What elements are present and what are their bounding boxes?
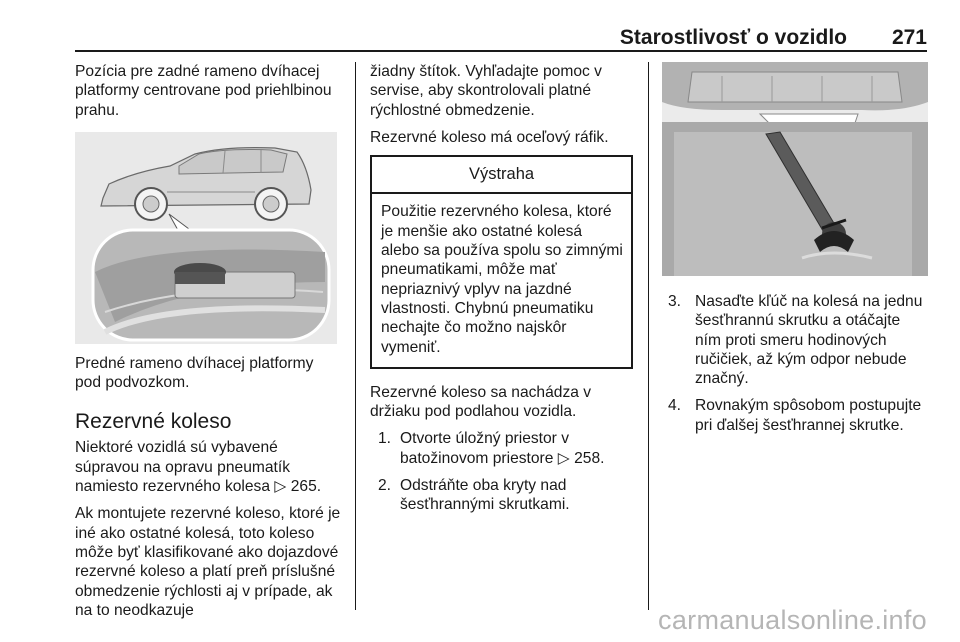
step-text: Rovnakým spôsobom postupujte pri ďalšej šesťhrannej skrutke. [695,397,922,434]
step-text: Odstráňte oba kryty nad šesťhrannými skrutkami. [400,477,570,514]
spare-wheel-paragraph [75,438,341,496]
warning-box [370,155,633,369]
page-title: Starostlivosť o vozidlo [619,26,847,49]
page-header [75,26,927,50]
list-item [668,292,928,388]
page-reference-arrow-icon: ▷ [274,478,287,496]
header-rule [75,50,927,52]
list-item [378,429,633,468]
step-number: 4. [668,397,682,415]
figure-caption: Predné rameno dvíhacej platformy pod podvozkom. [75,354,314,392]
watermark: carmanualsonline.info [658,605,927,635]
intro-paragraph: Pozícia pre zadné rameno dvíhacej platformy centrovane pod priehlbinou prahu. [75,63,332,119]
page-reference-arrow-icon: ▷ [557,449,570,467]
column-left [75,62,341,628]
page-number: 271 [891,26,927,49]
step-number: 1. [378,430,392,448]
section-heading: Rezervné koleso [75,410,232,434]
column-right [662,62,928,443]
page-reference[interactable]: 265. [290,478,322,496]
step-number: 2. [378,477,392,495]
warning-title: Výstraha [372,157,631,194]
list-item [378,476,633,515]
step-text: Nasaďte kľúč na kolesá na jednu šesťhrannú skrutku a otáčajte ním proti smeru hodinových ručičiek, až kým odpor nebude značný. [695,293,923,388]
warning-text: Použitie rezervného kolesa, ktoré je menšie ako ostatné kolesá alebo sa používa spolu so zimnými pneumatikami, môže mať nepriaznivý vplyv na jazdné vlastnosti. Chybnú pneumatiku nechajte čo možno najskôr vymeniť. [381,203,623,356]
column-divider [648,62,649,610]
paragraph-text: Niektoré vozidlá sú vybavené súpravou na opravu pneumatík namiesto rezervného kolesa [75,439,290,496]
rim-paragraph: Rezervné koleso má oceľový ráfik. [370,128,609,146]
lift-platform-illustration [75,132,341,344]
page-reference[interactable]: 258. [574,449,605,467]
steps-list [662,292,928,435]
column-divider [355,62,356,610]
continued-paragraph: žiadny štítok. Vyhľadajte pomoc v servise, aby skontrolovali platné rýchlostné obmedzenie. [370,63,602,119]
location-paragraph: Rezervné koleso sa nachádza v držiaku pod podlahou vozidla. [370,383,592,421]
steps-list [370,429,633,514]
speed-limit-paragraph: Ak montujete rezervné koleso, ktoré je iné ako ostatné kolesá, toto koleso môže byť klasifikované ako dojazdové rezervné koleso a platí preň príslušné obmedzenie rýchlosti aj v prípade, ak na to neodkazuje [75,505,341,619]
step-text: Otvorte úložný priestor v batožinovom priestore [400,430,569,467]
step-number: 3. [668,293,682,310]
column-middle [370,62,633,523]
list-item [668,396,928,435]
wheel-wrench-illustration [662,62,928,276]
